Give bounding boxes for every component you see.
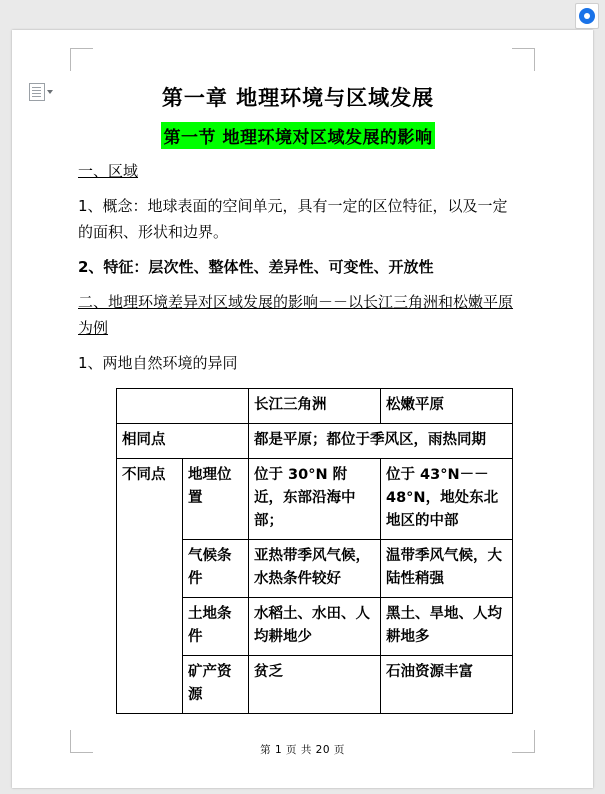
document-glyph: [29, 83, 45, 101]
table-row: [117, 424, 513, 459]
paragraph-features: 2、特征：层次性、整体性、差异性、可变性、开放性: [78, 258, 434, 276]
table-cell-same-label: 相同点: [117, 424, 249, 459]
location-pin-button[interactable]: [575, 3, 599, 29]
table-cell-sub-land: 土地条件: [183, 598, 249, 656]
table-cell-sub-climate: 气候条件: [183, 540, 249, 598]
table-cell-diff-label: 不同点: [117, 459, 183, 714]
table-cell-minerals-songnen: 石油资源丰富: [381, 656, 513, 714]
paragraph-region-heading: 一、区域: [78, 162, 139, 180]
table-row: [117, 389, 513, 424]
chevron-down-icon: [47, 90, 53, 94]
paragraph-influence-heading: 二、地理环境差异对区域发展的影响－－以长江三角洲和松嫩平原为例: [78, 293, 514, 337]
document-content: [78, 60, 518, 714]
document-paper: [12, 30, 593, 788]
paragraph-natural-env: 1、两地自然环境的异同: [78, 354, 238, 372]
table-cell-sub-location: 地理位置: [183, 459, 249, 540]
location-pin-icon: [579, 8, 595, 24]
table-cell-climate-changjiang: 亚热带季风气候，水热条件较好: [249, 540, 381, 598]
table-row: [117, 459, 513, 540]
section-title-wrap: [78, 122, 518, 149]
section-title: 第一节 地理环境对区域发展的影响: [161, 122, 436, 149]
table-cell-sub-minerals: 矿产资源: [183, 656, 249, 714]
table-cell-minerals-changjiang: 贫乏: [249, 656, 381, 714]
table-header-blank: [117, 389, 249, 424]
table-cell-location-songnen: 位于 43°N－－48°N，地处东北地区的中部: [381, 459, 513, 540]
table-cell-same-value: 都是平原；都位于季风区，雨热同期: [249, 424, 513, 459]
comparison-table: [116, 388, 513, 714]
table-header-songnen: 松嫩平原: [381, 389, 513, 424]
paragraph-concept: 1、概念：地球表面的空间单元，具有一定的区位特征，以及一定的面积、形状和边界。: [78, 197, 508, 241]
table-cell-climate-songnen: 温带季风气候，大陆性稍强: [381, 540, 513, 598]
table-header-changjiang: 长江三角洲: [249, 389, 381, 424]
table-cell-location-changjiang: 位于 30°N 附近，东部沿海中部；: [249, 459, 381, 540]
table-cell-land-changjiang: 水稻土、水田、人均耕地少: [249, 598, 381, 656]
page-title: 第一章 地理环境与区域发展: [161, 86, 435, 110]
page-footer: 第 1 页 共 20 页: [260, 744, 345, 756]
document-outline-icon[interactable]: [29, 82, 55, 102]
viewer-topbar: [0, 0, 605, 30]
table-cell-land-songnen: 黑土、旱地、人均耕地多: [381, 598, 513, 656]
